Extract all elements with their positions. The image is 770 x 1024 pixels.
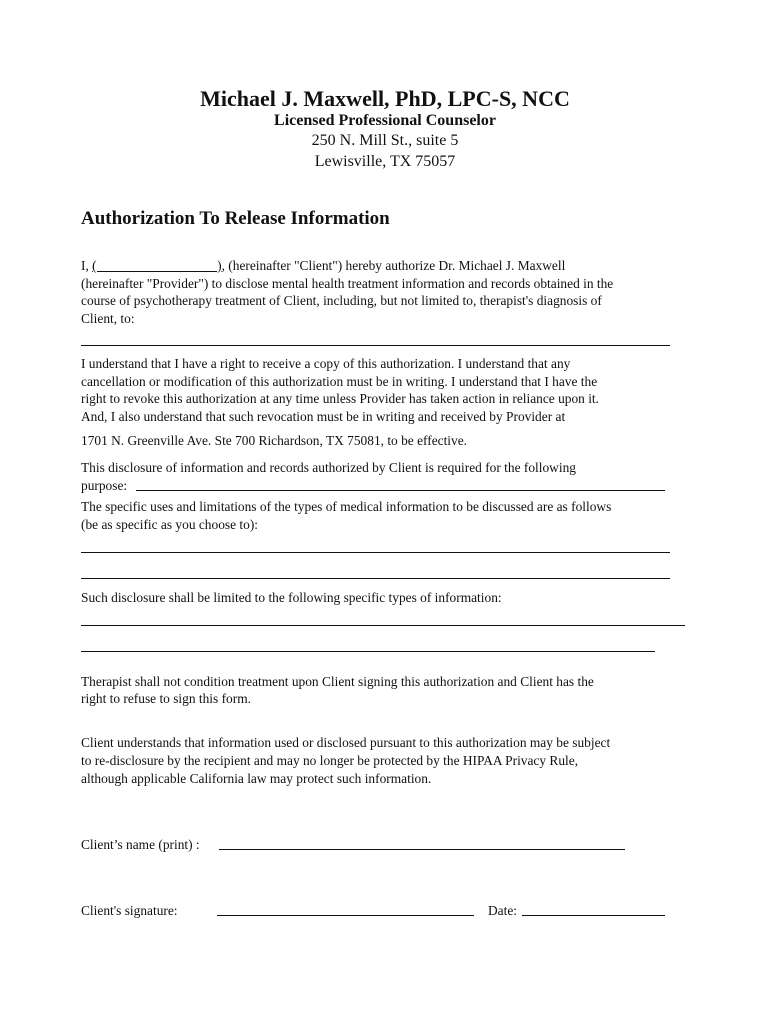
- intro-line-2: (hereinafter "Provider") to disclose mental health treatment information and records obtained in the: [81, 276, 614, 291]
- types-blank-line-1[interactable]: [81, 625, 685, 626]
- understand-line-1: I understand that I have a right to receive a copy of this authorization. I understand that any: [81, 356, 571, 371]
- recipient-blank-line[interactable]: [81, 345, 670, 346]
- redisclosure-line-1: Client understands that information used or disclosed pursuant to this authorization may be subject: [81, 735, 611, 750]
- date-label: Date:: [488, 903, 517, 918]
- condition-line-2: right to refuse to sign this form.: [81, 691, 251, 706]
- understand-line-2: cancellation or modification of this authorization must be in writing. I understand that I have the: [81, 374, 598, 389]
- understand-line-4: And, I also understand that such revocation must be in writing and received by Provider at: [81, 409, 566, 424]
- redisclosure-line-2: to re-disclosure by the recipient and may no longer be protected by the HIPAA Privacy Rule,: [81, 753, 579, 768]
- address-line-2: Lewisville, TX 75057: [314, 153, 456, 170]
- uses-blank-line-1[interactable]: [81, 552, 670, 553]
- form-heading: Authorization To Release Information: [81, 208, 390, 229]
- client-signature-line[interactable]: [217, 915, 474, 916]
- client-name-print-line[interactable]: [219, 849, 625, 850]
- provider-title: Licensed Professional Counselor: [274, 112, 496, 129]
- redisclosure-line-3: although applicable California law may protect such information.: [81, 771, 432, 786]
- uses-line-1: The specific uses and limitations of the types of medical information to be discussed are as follows: [81, 499, 612, 514]
- provider-name: Michael J. Maxwell, PhD, LPC-S, NCC: [200, 86, 570, 111]
- intro-prefix: I,: [81, 258, 93, 273]
- uses-blank-line-2[interactable]: [81, 578, 670, 579]
- understand-line-3: right to revoke this authorization at any time unless Provider has taken action in reliance upon it.: [81, 391, 600, 406]
- client-name-print-label: Client’s name (print) :: [81, 837, 200, 852]
- intro-line-1: [81, 257, 565, 275]
- intro-suffix: , (hereinafter "Client") hereby authorize Dr. Michael J. Maxwell: [221, 258, 566, 273]
- understand-line-5: 1701 N. Greenville Ave. Ste 700 Richardson, TX 75081, to be effective.: [81, 433, 468, 448]
- date-line[interactable]: [522, 915, 665, 916]
- client-signature-label: Client's signature:: [81, 903, 178, 918]
- client-name-blank[interactable]: ( ): [92, 258, 222, 273]
- uses-line-2: (be as specific as you choose to):: [81, 517, 258, 532]
- purpose-blank-line[interactable]: [136, 490, 665, 491]
- intro-line-4: Client, to:: [81, 311, 135, 326]
- types-line-1: Such disclosure shall be limited to the following specific types of information:: [81, 590, 502, 605]
- purpose-line-1: This disclosure of information and records authorized by Client is required for the following: [81, 460, 576, 475]
- types-blank-line-2[interactable]: [81, 651, 655, 652]
- purpose-label: purpose:: [81, 478, 128, 493]
- condition-line-1: Therapist shall not condition treatment upon Client signing this authorization and Client has the: [81, 674, 594, 689]
- address-line-1: 250 N. Mill St., suite 5: [311, 132, 459, 149]
- intro-line-3: course of psychotherapy treatment of Client, including, but not limited to, therapist's diagnosis of: [81, 293, 602, 308]
